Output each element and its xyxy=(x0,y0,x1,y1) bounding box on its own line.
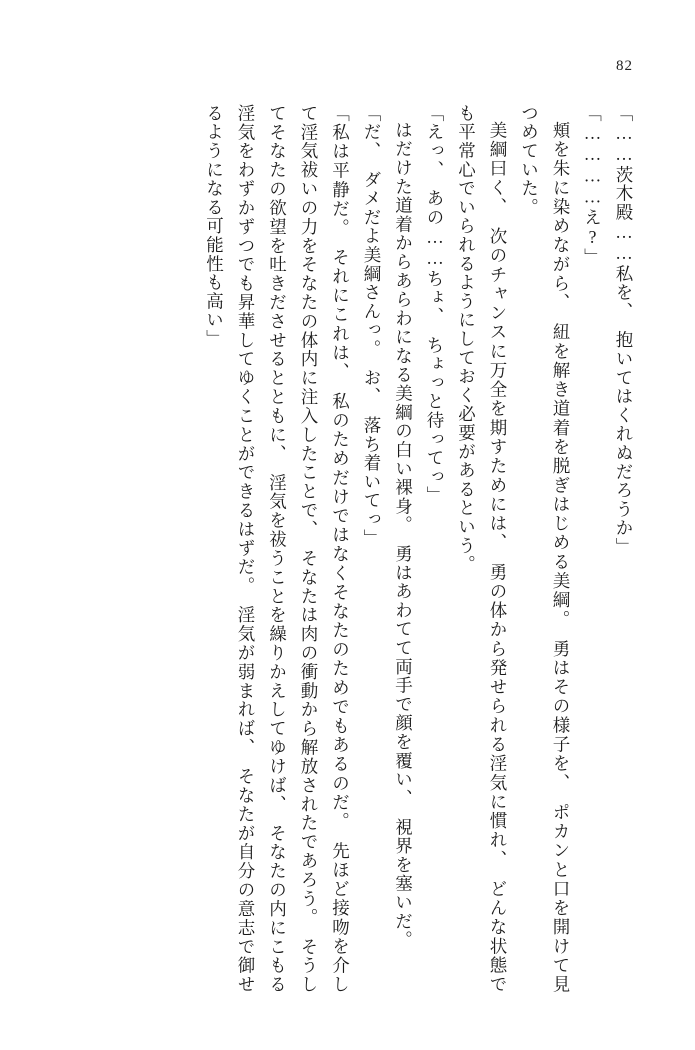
paragraph-1: 「……茨木殿……私を、 抱いてはくれぬだろうか」 xyxy=(614,104,634,557)
paragraph-5: 「えっ、 あの……ちょ、 ちょっと待ってっ」 xyxy=(425,104,445,506)
paragraph-8: 「私は平静だ。 それにこれは、 私のためだけではなくそなたのためでもあるのだ。 先ほど接吻を介して淫気祓いの力をそなたの体内に注入したことで、 そなたは肉の衝動から解放されたであろう。 そうしてそなたの欲望を吐きださせるとともに、 淫気を祓うことを繰りかえしてゆけば、 そなたの内にこもる淫気をわずかずつでも昇華してゆくことができるはずだ。 淫気が弱まれば、 そなたが自分の意志で御せるようになる可能性も高い」 xyxy=(204,104,351,994)
paragraph-4: 美綱曰く、 次のチャンスに万全を期すためには、 勇の体から発せられる淫気に慣れ、 どんな状態でも平常心でいられるようにしておく必要があるという。 xyxy=(456,104,508,994)
paragraph-6: はだけた道着からあらわになる美綱の白い裸身。 勇はあわてて両手で顔を覆い、 視界を塞いだ。 xyxy=(393,121,414,950)
page-number: 82 xyxy=(616,58,633,74)
paragraph-7: 「だ、 ダメだよ美綱さんっ。 お、 落ち着いてっ」 xyxy=(362,104,382,548)
paragraph-2: 「…………え?」 xyxy=(582,104,603,267)
page-body-text xyxy=(39,104,639,994)
paragraph-3: 頬を朱に染めながら、 紐を解き道着を脱ぎはじめる美綱。 勇はその様子を、 ポカンと口を開けて見つめていた。 xyxy=(519,104,571,994)
